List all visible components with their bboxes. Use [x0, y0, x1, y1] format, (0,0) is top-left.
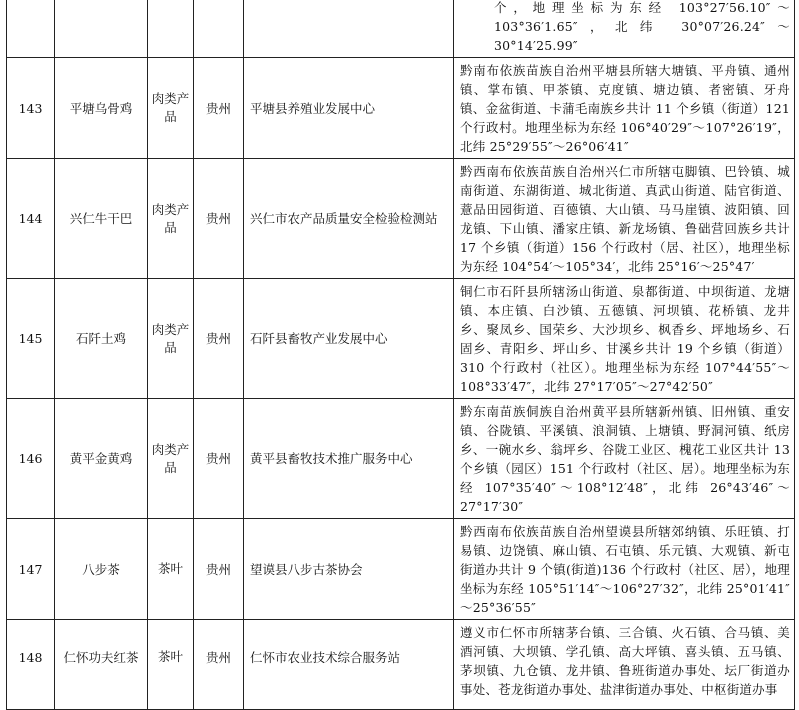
protected-area [454, 399, 795, 519]
product-category: 茶叶 [148, 519, 194, 620]
applicant-organization: 望谟县八步古茶协会 [244, 519, 454, 620]
row-number [7, 0, 55, 58]
product-name: 仁怀功夫红茶 [55, 620, 148, 710]
applicant-organization: 兴仁市农产品质量安全检验检测站 [244, 159, 454, 279]
product-category: 肉类产品 [148, 399, 194, 519]
product-category: 茶叶 [148, 620, 194, 710]
row-number: 147 [7, 519, 55, 620]
protected-area-text: 黔东南苗族侗族自治州黄平县所辖新州镇、旧州镇、重安镇、谷陇镇、平溪镇、浪洞镇、上塘镇、野洞河镇、纸房乡、一碗水乡、翁坪乡、谷陇工业区、槐花工业区共计 13 个乡镇（园区）151 个行政村（社区、居）。地理坐标为东经 107°35′40″～108°12′48″，北纬 26°43′46″～27°17′30″ [460, 404, 790, 514]
product-name: 八步茶 [55, 519, 148, 620]
protected-area-text: 铜仁市石阡县所辖汤山街道、泉都街道、中坝街道、龙塘镇、本庄镇、白沙镇、五德镇、河坝镇、花桥镇、龙井乡、聚凤乡、国荣乡、大沙坝乡、枫香乡、坪地场乡、石固乡、青阳乡、坪山乡、甘溪乡共计 19 个乡镇（街道）310 个行政村（社区）。地理坐标为东经 107°44′55″～108°33′47″，北纬 27°17′05″～27°42′50″ [460, 284, 790, 394]
table-row [7, 519, 795, 620]
province: 贵州 [194, 620, 244, 710]
table-row [7, 159, 795, 279]
province [194, 0, 244, 58]
product-category [148, 0, 194, 58]
protected-area [454, 279, 795, 399]
product-name [55, 0, 148, 58]
row-number: 144 [7, 159, 55, 279]
applicant-organization: 平塘县养殖业发展中心 [244, 58, 454, 159]
applicant-organization: 石阡县畜牧产业发展中心 [244, 279, 454, 399]
protected-area-text: 黔西南布依族苗族自治州望谟县所辖郊纳镇、乐旺镇、打易镇、边饶镇、麻山镇、石屯镇、乐元镇、大观镇、新屯街道办共计 9 个镇(街道)136 个行政村（社区、居），地理坐标为东经 105°51′14″～106°27′32″，北纬 25°01′41″～25°36′55″ [460, 524, 790, 615]
row-number: 146 [7, 399, 55, 519]
protected-area [454, 58, 795, 159]
table-row [7, 620, 795, 710]
row-number: 145 [7, 279, 55, 399]
table-row [7, 279, 795, 399]
applicant-organization [244, 0, 454, 58]
product-category: 肉类产品 [148, 159, 194, 279]
province: 贵州 [194, 58, 244, 159]
province: 贵州 [194, 519, 244, 620]
applicant-organization: 仁怀市农业技术综合服务站 [244, 620, 454, 710]
row-number: 143 [7, 58, 55, 159]
protected-area [454, 620, 795, 710]
protected-area [454, 0, 795, 58]
protected-area-text: 黔南布依族苗族自治州平塘县所辖大塘镇、平舟镇、通州镇、掌布镇、甲茶镇、克度镇、塘边镇、者密镇、牙舟镇、金盆街道、卡蒲毛南族乡共计 11 个乡镇（街道）121 个行政村。地理坐标为东经 106°40′29″～107°26′19″，北纬 25°29′55″～26°06′41″ [460, 63, 790, 154]
product-name: 石阡土鸡 [55, 279, 148, 399]
protected-area-text: 黔西南布依族苗族自治州兴仁市所辖屯脚镇、巴铃镇、城南街道、东湖街道、城北街道、真武山街道、陆官街道、薏品田园街道、百德镇、大山镇、马马崖镇、波阳镇、回龙镇、下山镇、潘家庄镇、新龙场镇、鲁础营回族乡共计 17 个乡镇（街道）156 个行政村（居、社区），地理坐标为东经 104°54′～105°34′，北纬 25°16′～25°47′ [460, 164, 790, 274]
table-row [7, 0, 795, 58]
protected-area [454, 159, 795, 279]
product-name: 兴仁牛干巴 [55, 159, 148, 279]
registry-table [6, 0, 795, 710]
product-category: 肉类产品 [148, 58, 194, 159]
protected-area-text: 遵义市仁怀市所辖茅台镇、三合镇、火石镇、合马镇、美酒河镇、大坝镇、学孔镇、高大坪镇、喜头镇、五马镇、茅坝镇、九仓镇、龙井镇、鲁班街道办事处、坛厂街道办事处、苍龙街道办事处、盐津街道办事处、中枢街道办事 [460, 625, 790, 697]
protected-area [454, 519, 795, 620]
table-row [7, 399, 795, 519]
product-category: 肉类产品 [148, 279, 194, 399]
province: 贵州 [194, 159, 244, 279]
protected-area-text: 个，地理坐标为东经 103°27′56.10″～103°36′1.65″，北纬 30°07′26.24″～30°14′25.99″ [494, 0, 790, 53]
row-number: 148 [7, 620, 55, 710]
province: 贵州 [194, 279, 244, 399]
applicant-organization: 黄平县畜牧技术推广服务中心 [244, 399, 454, 519]
table-row [7, 58, 795, 159]
product-name: 平塘乌骨鸡 [55, 58, 148, 159]
province: 贵州 [194, 399, 244, 519]
product-name: 黄平金黄鸡 [55, 399, 148, 519]
